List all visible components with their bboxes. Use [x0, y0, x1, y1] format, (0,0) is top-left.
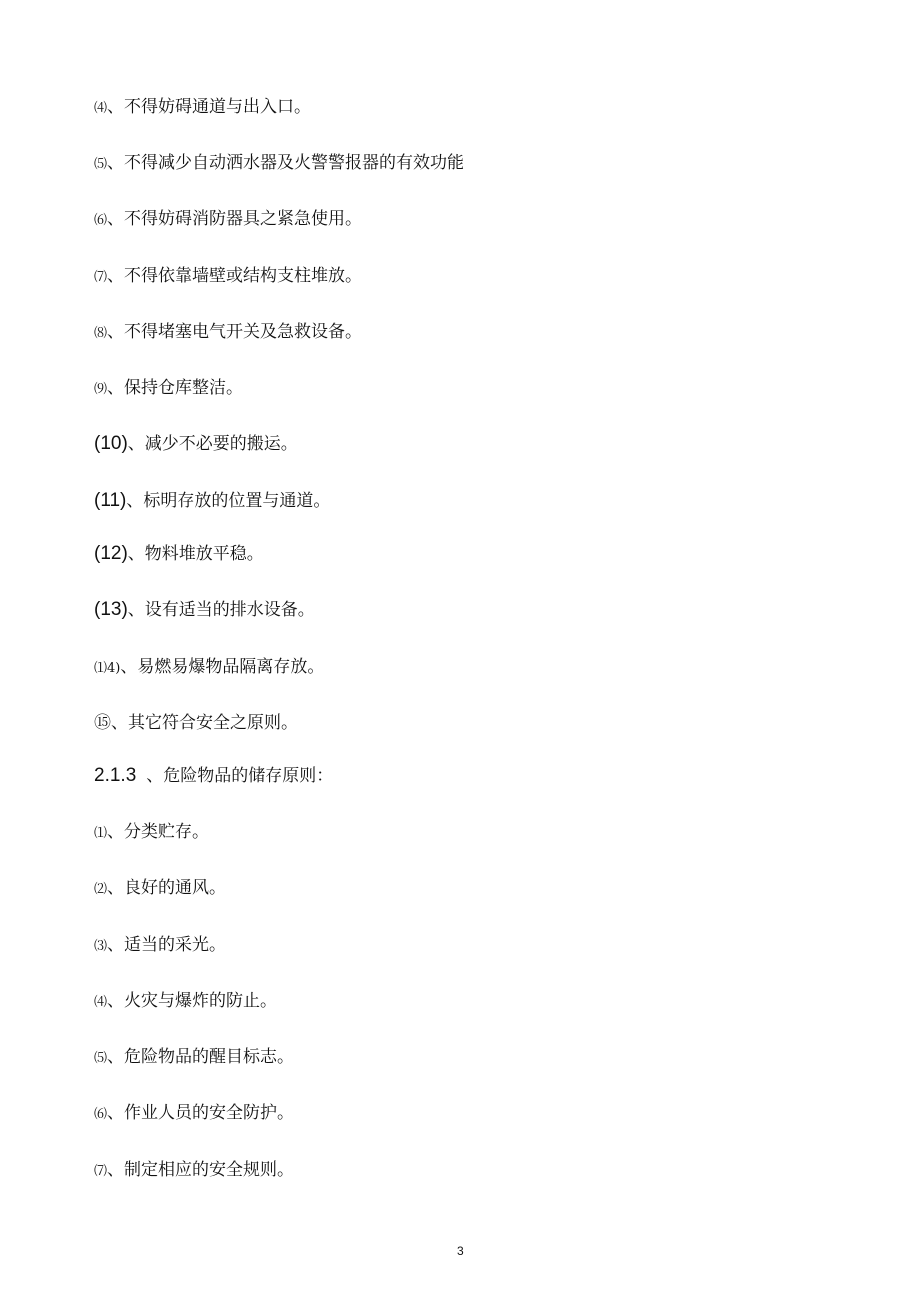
list-item: [94, 96, 311, 120]
item-number: ⑷: [94, 101, 108, 116]
item-number: ⑺: [94, 270, 108, 285]
item-number: (10): [94, 433, 128, 454]
item-text: 、分类贮存。: [107, 822, 210, 842]
item-text: 、不得堵塞电气开关及急救设备。: [107, 322, 363, 342]
item-text: 、标明存放的位置与通道。: [126, 491, 331, 511]
item-text: 、不得减少自动洒水器及火警警报器的有效功能: [107, 153, 465, 173]
list-item: [94, 433, 298, 455]
item-number: ⑸: [94, 1051, 108, 1066]
list-item: [94, 152, 464, 176]
item-number: ⑸: [94, 157, 108, 172]
list-item: [94, 543, 264, 565]
item-number: ⑵: [94, 882, 108, 897]
item-number: ⑼: [94, 382, 108, 397]
item-number: ⑷: [94, 995, 108, 1010]
section-heading: [94, 765, 333, 787]
item-number: (12): [94, 543, 128, 564]
item-number: ⑴: [94, 826, 108, 841]
item-number: ⑹: [94, 213, 108, 228]
item-text: 、保持仓库整洁。: [107, 378, 244, 398]
item-text: 、不得依靠墙壁或结构支柱堆放。: [107, 266, 363, 286]
list-item: [94, 490, 330, 512]
item-number: ⑶: [94, 939, 108, 954]
item-number: ⑺: [94, 1164, 108, 1179]
item-text: 、物料堆放平稳。: [127, 544, 264, 564]
section-number: 2.1.3: [94, 765, 137, 786]
item-text: 、设有适当的排水设备。: [127, 600, 315, 620]
item-text: 、易燃易爆物品隔离存放。: [120, 657, 325, 677]
item-text: 、作业人员的安全防护。: [107, 1103, 295, 1123]
item-number: ⑹: [94, 1107, 108, 1122]
item-text: 、适当的采光。: [107, 935, 227, 955]
list-item: [94, 377, 243, 401]
list-item: [94, 712, 298, 734]
page-number: 3: [457, 1244, 464, 1258]
list-item: [94, 599, 315, 621]
item-text: 、火灾与爆炸的防止。: [107, 991, 278, 1011]
item-text: 、减少不必要的搬运。: [127, 434, 298, 454]
item-number: ⑻: [94, 326, 108, 341]
item-number: (11): [94, 490, 127, 511]
list-item: [94, 821, 209, 845]
item-text: 、制定相应的安全规则。: [107, 1160, 295, 1180]
section-title: 、危险物品的储存原则：: [146, 766, 334, 786]
list-item: [94, 1159, 294, 1183]
item-text: 、不得妨碍消防器具之紧急使用。: [107, 209, 363, 229]
list-item: [94, 265, 362, 289]
list-item: [94, 990, 277, 1014]
list-item: [94, 877, 226, 901]
item-text: 、危险物品的醒目标志。: [107, 1047, 295, 1067]
list-item: [94, 1046, 294, 1070]
list-item: [94, 656, 324, 680]
item-number: ⑮: [94, 713, 111, 733]
item-number: (13): [94, 599, 128, 620]
list-item: [94, 208, 362, 232]
item-text: 、良好的通风。: [107, 878, 227, 898]
list-item: [94, 1102, 294, 1126]
item-text: 、其它符合安全之原则。: [111, 713, 298, 733]
list-item: [94, 321, 362, 345]
item-number: ⑴4): [94, 661, 121, 676]
list-item: [94, 934, 226, 958]
item-text: 、不得妨碍通道与出入口。: [107, 97, 312, 117]
